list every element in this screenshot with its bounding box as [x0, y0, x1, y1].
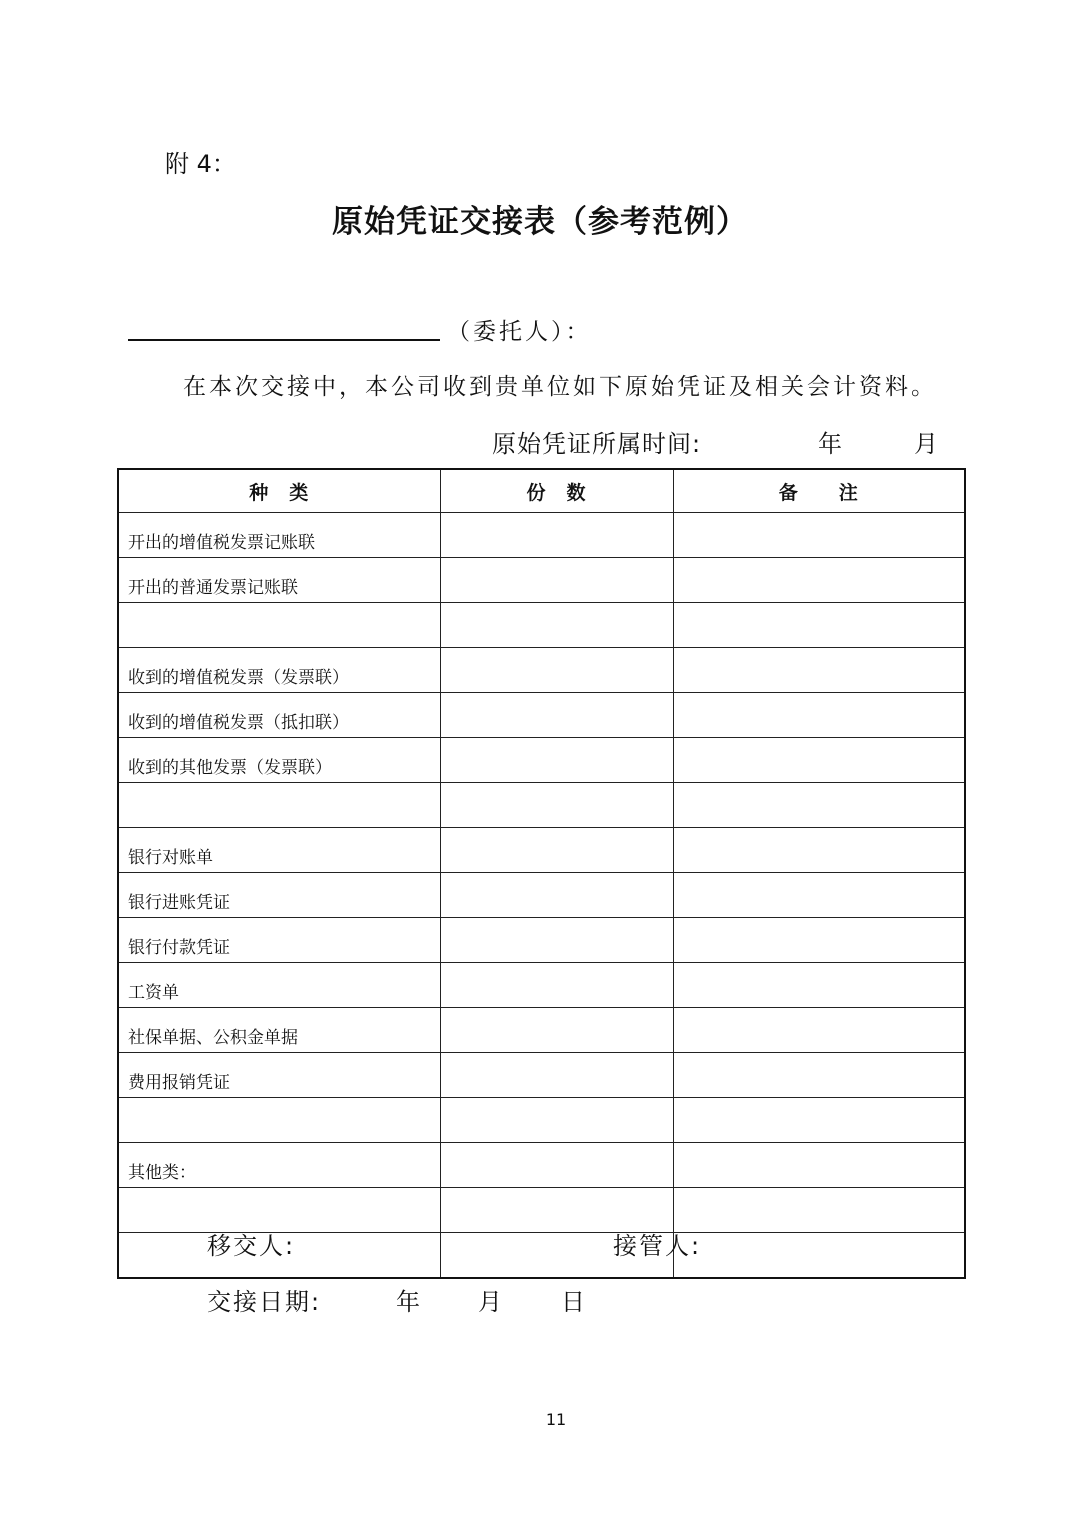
table-row: [118, 963, 965, 1008]
row-count-cell: [440, 828, 673, 873]
row-remarks-cell: [673, 918, 965, 963]
period-year-label: 年: [818, 430, 842, 458]
row-remarks-cell: [673, 738, 965, 783]
voucher-table: [117, 468, 966, 1279]
row-remarks-cell: [673, 1233, 965, 1279]
table-row: [118, 738, 965, 783]
intro-statement: 在本次交接中，本公司收到贵单位如下原始凭证及相关会计资料。: [183, 374, 937, 400]
row-remarks-cell: [673, 603, 965, 648]
document-title: 原始凭证交接表（参考范例）: [332, 204, 748, 240]
page-number: 11: [545, 1410, 567, 1429]
table-row: [118, 648, 965, 693]
row-count-cell: [440, 648, 673, 693]
row-type-cell: [118, 603, 440, 648]
date-year-label: 年: [396, 1288, 420, 1316]
header-remarks: 备 注: [673, 469, 965, 513]
handover-to-label: 接管人:: [613, 1232, 702, 1260]
table-row: [118, 693, 965, 738]
row-remarks-cell: [673, 1053, 965, 1098]
table-row: [118, 1008, 965, 1053]
row-remarks-cell: [673, 828, 965, 873]
row-type-cell: 社保单据、公积金单据: [118, 1008, 440, 1053]
row-remarks-cell: [673, 1098, 965, 1143]
row-type-cell: 收到的其他发票（发票联）: [118, 738, 440, 783]
row-type-cell: 收到的增值税发票（发票联）: [118, 648, 440, 693]
row-count-cell: [440, 738, 673, 783]
row-count-cell: [440, 1098, 673, 1143]
row-count-cell: [440, 963, 673, 1008]
table-row: [118, 1098, 965, 1143]
row-type-cell: 开出的增值税发票记账联: [118, 513, 440, 558]
row-remarks-cell: [673, 513, 965, 558]
principal-label: （委托人）：: [447, 319, 592, 345]
row-count-cell: [440, 1053, 673, 1098]
table-row: [118, 873, 965, 918]
row-type-cell: 银行进账凭证: [118, 873, 440, 918]
row-count-cell: [440, 873, 673, 918]
row-type-cell: 工资单: [118, 963, 440, 1008]
period-label: 原始凭证所属时间:: [492, 430, 702, 458]
row-type-cell: 收到的增值税发票（抵扣联）: [118, 693, 440, 738]
row-count-cell: [440, 558, 673, 603]
table-row: [118, 1143, 965, 1188]
row-remarks-cell: [673, 693, 965, 738]
table-header-row: [118, 469, 965, 513]
table-row: [118, 558, 965, 603]
row-remarks-cell: [673, 873, 965, 918]
row-type-cell: [118, 1098, 440, 1143]
table-row: [118, 828, 965, 873]
date-day-label: 日: [561, 1288, 585, 1316]
principal-blank-line: [128, 339, 440, 341]
row-remarks-cell: [673, 1143, 965, 1188]
row-remarks-cell: [673, 648, 965, 693]
row-remarks-cell: [673, 558, 965, 603]
table-body: [118, 513, 965, 1279]
row-count-cell: [440, 1143, 673, 1188]
table-row: [118, 603, 965, 648]
table-row: [118, 918, 965, 963]
table-row: [118, 783, 965, 828]
row-type-cell: 银行对账单: [118, 828, 440, 873]
row-type-cell: 银行付款凭证: [118, 918, 440, 963]
row-type-cell: [118, 783, 440, 828]
row-type-cell: 费用报销凭证: [118, 1053, 440, 1098]
date-month-label: 月: [478, 1288, 502, 1316]
row-type-cell: 开出的普通发票记账联: [118, 558, 440, 603]
row-count-cell: [440, 918, 673, 963]
table-row: [118, 1053, 965, 1098]
handover-from-label: 移交人:: [207, 1232, 296, 1260]
row-count-cell: [440, 513, 673, 558]
row-count-cell: [440, 693, 673, 738]
attachment-label: 附 4：: [165, 150, 236, 178]
table-row: [118, 513, 965, 558]
row-count-cell: [440, 783, 673, 828]
row-remarks-cell: [673, 783, 965, 828]
row-count-cell: [440, 603, 673, 648]
header-type: 种 类: [118, 469, 440, 513]
header-count: 份 数: [440, 469, 673, 513]
row-remarks-cell: [673, 1188, 965, 1233]
period-month-label: 月: [914, 430, 938, 458]
row-type-cell: 其他类：: [118, 1143, 440, 1188]
row-remarks-cell: [673, 1008, 965, 1053]
row-count-cell: [440, 1008, 673, 1053]
row-remarks-cell: [673, 963, 965, 1008]
handover-date-label: 交接日期:: [207, 1288, 322, 1316]
